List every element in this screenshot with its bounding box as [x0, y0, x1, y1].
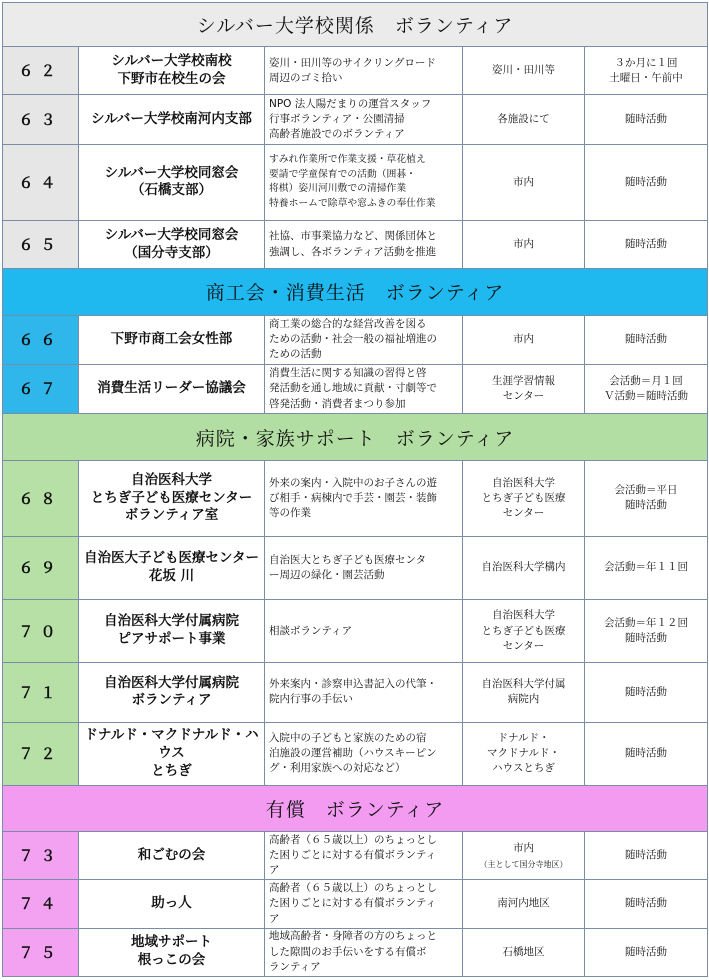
text-line: 土曜日・午前中: [609, 71, 683, 84]
text-line: 市内: [513, 333, 534, 346]
text-line: グ・利用家族への対応など）: [269, 762, 406, 775]
text-line: 会活動＝平日: [614, 484, 678, 497]
text-line: 高齢者（６５歳以上）のちょっとし: [269, 882, 437, 895]
table-row: [3, 461, 708, 536]
text-line: ランティア: [269, 960, 321, 973]
table-row: [3, 221, 708, 269]
activity-description: [265, 144, 463, 220]
text-line: 等の作業: [269, 507, 311, 520]
group-name: [79, 536, 265, 599]
activity-frequency: [585, 832, 708, 880]
activity-place: [463, 663, 585, 722]
text-line: シルバー大学校南校: [111, 53, 232, 70]
entry-number: ７３: [3, 832, 79, 880]
entry-number: ７１: [3, 663, 79, 722]
section-header-row: [3, 3, 708, 47]
entry-number: ６６: [3, 315, 79, 364]
text-line: シルバー大学校同窓会: [104, 164, 239, 181]
text-line: ドナルド・: [497, 731, 550, 744]
text-line: ボランティア: [131, 692, 212, 709]
group-name: [79, 95, 265, 144]
text-line: 商工業の総合的な経営改善を図る: [269, 317, 427, 330]
activity-description: [265, 47, 463, 95]
group-name: [79, 722, 265, 785]
text-line: 自治医科大学: [492, 476, 555, 489]
activity-place: [463, 95, 585, 144]
activity-place: [463, 315, 585, 364]
text-line: Ｖ活動＝随時活動: [604, 389, 689, 402]
text-line: 外来案内・診察申込書記入の代筆・: [269, 678, 437, 691]
group-name: [79, 144, 265, 220]
text-line: 特養ホームで除草や窓ふきの奉仕作業: [269, 198, 436, 210]
entry-number: ６４: [3, 144, 79, 220]
text-line: 助っ人: [151, 895, 192, 912]
text-line: NPO 法人陽だまりの運営スタッフ: [269, 97, 432, 110]
activity-frequency: [585, 536, 708, 599]
text-line: 下野市在校生の会: [117, 70, 226, 87]
activity-frequency: [585, 315, 708, 364]
text-line: ボランティア室: [124, 507, 219, 524]
activity-description: [265, 928, 463, 976]
group-name: [79, 461, 265, 536]
group-name: [79, 663, 265, 722]
text-line: 花坂 川: [148, 567, 195, 584]
section-header-row: [3, 785, 708, 831]
table-row: [3, 928, 708, 976]
section-title: 有償 ボランティア: [3, 785, 708, 831]
table-row: [3, 599, 708, 662]
text-line: び相手・病棟内で手芸・園芸・装飾: [269, 491, 437, 504]
entry-number: ６８: [3, 461, 79, 536]
text-line: とちぎ子ども医療: [481, 491, 566, 504]
text-line: 市内: [513, 842, 534, 855]
activity-description: [265, 364, 463, 413]
text-line: 自治医科大学: [492, 609, 555, 622]
entry-number: ７４: [3, 880, 79, 928]
entry-number: ６７: [3, 364, 79, 413]
activity-frequency: [585, 144, 708, 220]
table-row: [3, 95, 708, 144]
activity-description: [265, 722, 463, 785]
text-line: 各施設にて: [497, 112, 550, 125]
entry-number: ７２: [3, 722, 79, 785]
text-line: 自治医大とちぎ子ども医療センタ: [269, 553, 427, 566]
entry-number: ６５: [3, 221, 79, 269]
activity-description: [265, 315, 463, 364]
group-name: [79, 928, 265, 976]
activity-frequency: [585, 880, 708, 928]
text-line: 市内: [513, 238, 534, 251]
text-line: （石橋支部）: [131, 182, 212, 199]
text-line: 随時活動: [625, 685, 668, 698]
table-row: [3, 47, 708, 95]
volunteer-table: [2, 2, 708, 977]
activity-place: [463, 722, 585, 785]
text-line: 随時活動: [625, 747, 668, 760]
text-line: センター: [502, 639, 545, 652]
text-line: ３か月に１回: [614, 56, 678, 69]
text-line: 会活動＝月１回: [609, 374, 683, 387]
table-row: [3, 315, 708, 364]
entry-number: ６２: [3, 47, 79, 95]
text-line: 泊施設の運営補助（ハウスキーピン: [269, 747, 437, 760]
text-line: 下野市商工会女性部: [110, 330, 233, 347]
activity-place: [463, 47, 585, 95]
text-line: 随時活動: [625, 333, 668, 346]
text-line: 行事ボランティア・公園清掃: [269, 112, 405, 125]
activity-place: [463, 144, 585, 220]
activity-frequency: [585, 47, 708, 95]
activity-description: [265, 461, 463, 536]
activity-frequency: [585, 364, 708, 413]
text-line: 石橋地区: [502, 945, 545, 958]
table-row: [3, 880, 708, 928]
text-line: 会活動＝年１２回: [604, 616, 689, 629]
text-line: 相談ボランティア: [269, 624, 353, 637]
text-line: 随時活動: [625, 897, 668, 910]
text-line: 消費生活リーダー協議会: [97, 380, 246, 397]
activity-frequency: [585, 461, 708, 536]
text-line: とちぎ子ども医療センター: [90, 489, 253, 506]
activity-place: [463, 364, 585, 413]
entry-number: ７５: [3, 928, 79, 976]
activity-place: [463, 461, 585, 536]
group-name: [79, 364, 265, 413]
text-line: 消費生活に関する知識の習得と啓: [269, 367, 427, 380]
group-name: [79, 315, 265, 364]
text-line: 周辺のゴミ拾い: [269, 71, 343, 84]
text-line: ための活動: [269, 348, 322, 361]
text-line: ア: [269, 864, 280, 877]
activity-description: [265, 95, 463, 144]
activity-frequency: [585, 928, 708, 976]
text-line: 啓発活動・消費者まつり参加: [269, 397, 406, 410]
group-name: [79, 832, 265, 880]
text-line: 地域高齢者・身障者の方のちょっと: [269, 930, 437, 943]
text-line: 生涯学習情報: [492, 374, 555, 387]
text-line: 病院内: [507, 693, 540, 706]
activity-frequency: [585, 95, 708, 144]
activity-place: [463, 832, 585, 880]
text-line: 会活動＝年１１回: [604, 561, 689, 574]
text-line: シルバー大学校同窓会: [104, 226, 239, 243]
activity-description: [265, 221, 463, 269]
text-line: センター: [502, 389, 545, 402]
text-line: 将棋）姿川河川敷での清掃作業: [269, 183, 407, 195]
text-line: 強調し、各ボランティア活動を推進: [269, 245, 437, 258]
section-title: シルバー大学校関係 ボランティア: [3, 3, 708, 47]
text-line: ハウスとちぎ: [492, 762, 555, 775]
table-row: [3, 832, 708, 880]
activity-frequency: [585, 663, 708, 722]
activity-place: [463, 928, 585, 976]
section-title: 病院・家族サポート ボランティア: [3, 414, 708, 461]
activity-description: [265, 880, 463, 928]
text-line: 随時活動: [625, 632, 668, 645]
text-line: ための活動・社会一般の福祉増進の: [269, 333, 437, 346]
activity-description: [265, 536, 463, 599]
table-row: [3, 144, 708, 220]
text-line: 随時活動: [625, 175, 668, 188]
section-title: 商工会・消費生活 ボランティア: [3, 269, 708, 315]
text-line: 社協、市事業協力など、関係団体と: [269, 230, 437, 243]
text-line: 自治医科大学構内: [481, 561, 566, 574]
activity-frequency: [585, 722, 708, 785]
text-line: ー周辺の緑化・園芸活動: [269, 568, 385, 581]
activity-place-note: （主として国分寺地区）: [479, 859, 568, 869]
text-line: 外来の案内・入院中のお子さんの遊: [269, 476, 437, 489]
text-line: 高齢者施設でのボランティア: [269, 128, 405, 141]
activity-frequency: [585, 221, 708, 269]
text-line: 姿川・田川等: [492, 64, 555, 77]
activity-place: [463, 536, 585, 599]
text-line: 要請で学童保育での活動（囲碁・: [269, 168, 416, 180]
text-line: とちぎ子ども医療: [481, 624, 566, 637]
text-line: 発活動を通し地域に貢献・寸劇等で: [269, 382, 437, 395]
entry-number: ６９: [3, 536, 79, 599]
activity-place: [463, 221, 585, 269]
activity-description: [265, 599, 463, 662]
group-name: [79, 599, 265, 662]
table-row: [3, 536, 708, 599]
text-line: 地域サポート: [131, 934, 212, 951]
table-row: [3, 364, 708, 413]
text-line: 随時活動: [625, 499, 668, 512]
text-line: 根っこの会: [137, 952, 206, 969]
group-name: [79, 880, 265, 928]
entry-number: ７０: [3, 599, 79, 662]
text-line: 自治医科大学: [131, 471, 212, 488]
group-name: [79, 47, 265, 95]
activity-place: [463, 599, 585, 662]
text-line: 随時活動: [625, 849, 668, 862]
text-line: 随時活動: [625, 945, 668, 958]
text-line: シルバー大学校南河内支部: [91, 110, 252, 127]
group-name: [79, 221, 265, 269]
text-line: 入院中の子どもと家族のための宿: [269, 731, 427, 744]
text-line: した隙間のお手伝いをする有償ボ: [269, 945, 427, 958]
text-line: センター: [502, 507, 545, 520]
text-line: 南河内地区: [497, 897, 550, 910]
text-line: ドナルド・マクドナルド・ハウス: [84, 727, 259, 761]
text-line: マクドナルド・: [487, 747, 560, 760]
table-row: [3, 663, 708, 722]
section-header-row: [3, 414, 708, 461]
text-line: ピアサポート事業: [117, 631, 226, 648]
text-line: 自治医大子ども医療センター: [84, 550, 259, 567]
text-line: た困りごとに対する有償ボランティ: [269, 897, 437, 910]
text-line: 随時活動: [625, 238, 668, 251]
text-line: 自治医科大学付属: [481, 678, 566, 691]
entry-number: ６３: [3, 95, 79, 144]
text-line: 院内行事の手伝い: [269, 693, 353, 706]
activity-frequency: [585, 599, 708, 662]
text-line: 自治医科大学付属病院: [104, 674, 239, 691]
activity-place: [463, 880, 585, 928]
text-line: 高齢者（６５歳以上）のちょっとし: [269, 833, 437, 846]
activity-description: [265, 832, 463, 880]
section-header-row: [3, 269, 708, 315]
text-line: すみれ作業所で作業支援・草花植え: [269, 154, 426, 166]
activity-description: [265, 663, 463, 722]
text-line: （国分寺支部）: [124, 244, 219, 261]
text-line: 随時活動: [625, 112, 668, 125]
text-line: 自治医科大学付属病院: [104, 613, 239, 630]
text-line: とちぎ: [151, 762, 192, 779]
table-row: [3, 722, 708, 785]
text-line: た困りごとに対する有償ボランティ: [269, 849, 437, 862]
text-line: 市内: [513, 175, 534, 188]
text-line: ア: [269, 912, 280, 925]
text-line: 姿川・田川等のサイクリングロード: [269, 56, 436, 69]
text-line: 和ごむの会: [137, 846, 206, 863]
